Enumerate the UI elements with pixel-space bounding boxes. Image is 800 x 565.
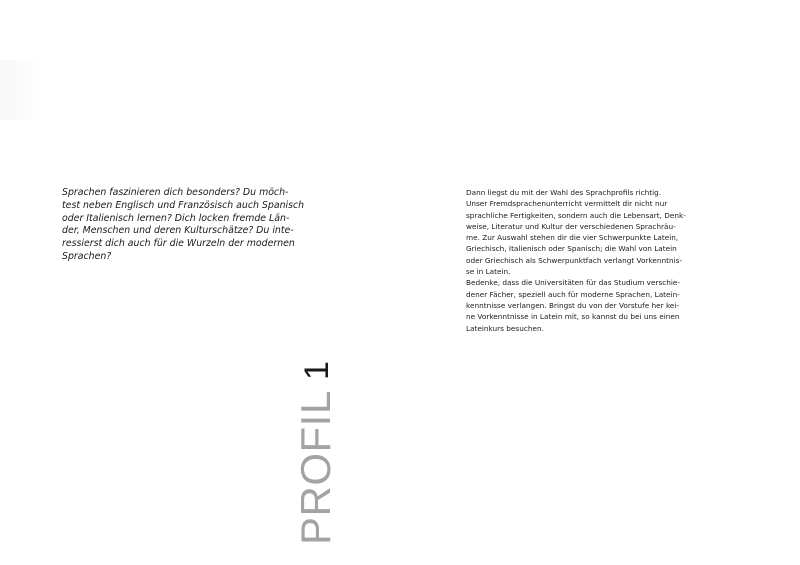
body-line: Lateinkurs besuchen. [466, 323, 544, 333]
body-line: me. Zur Auswahl stehen dir die vier Schwerpunkte Latein, [466, 233, 679, 243]
body-paragraph [466, 187, 741, 334]
body-line: Griechisch, Italienisch oder Spanisch; die Wahl von Latein [466, 244, 677, 254]
intro-line: ressierst dich auch für die Wurzeln der modernen [62, 238, 295, 250]
body-line: dener Fächer, speziell auch für moderne Sprachen, Latein- [466, 289, 680, 299]
intro-line: Sprachen? [62, 250, 112, 262]
body-line: sprachliche Fertigkeiten, sondern auch die Lebensart, Denk- [466, 210, 686, 220]
body-line: weise, Literatur und Kultur der verschiedenen Sprachräu- [466, 221, 676, 231]
page-edge-shade [0, 60, 40, 120]
body-line: Unser Fremdsprachenunterricht vermittelt dir nicht nur [466, 199, 668, 209]
profil-number: 1 [298, 361, 336, 380]
body-line: ne Vorkenntnisse in Latein mit, so kannst du bei uns einen [466, 312, 680, 322]
intro-paragraph [62, 187, 334, 264]
body-line: Bedenke, dass die Universitäten für das Studium verschie- [466, 278, 681, 288]
profil-heading: PROFIL [292, 390, 339, 545]
intro-line: test neben Englisch und Französisch auch Spanisch [62, 199, 305, 211]
intro-line: Sprachen faszinieren dich besonders? Du möch- [62, 187, 289, 198]
body-line: kenntnisse verlangen. Bringst du von der Vorstufe her kei- [466, 300, 680, 310]
body-line: se in Latein. [466, 267, 511, 277]
intro-line: oder Italienisch lernen? Dich locken fremde Län- [62, 212, 290, 224]
body-line: Dann liegst du mit der Wahl des Sprachprofils richtig. [466, 188, 662, 197]
body-line: oder Griechisch als Schwerpunktfach verlangt Vorkenntnis- [466, 255, 683, 265]
intro-line: der, Menschen und deren Kulturschätze? Du inte- [62, 225, 294, 237]
